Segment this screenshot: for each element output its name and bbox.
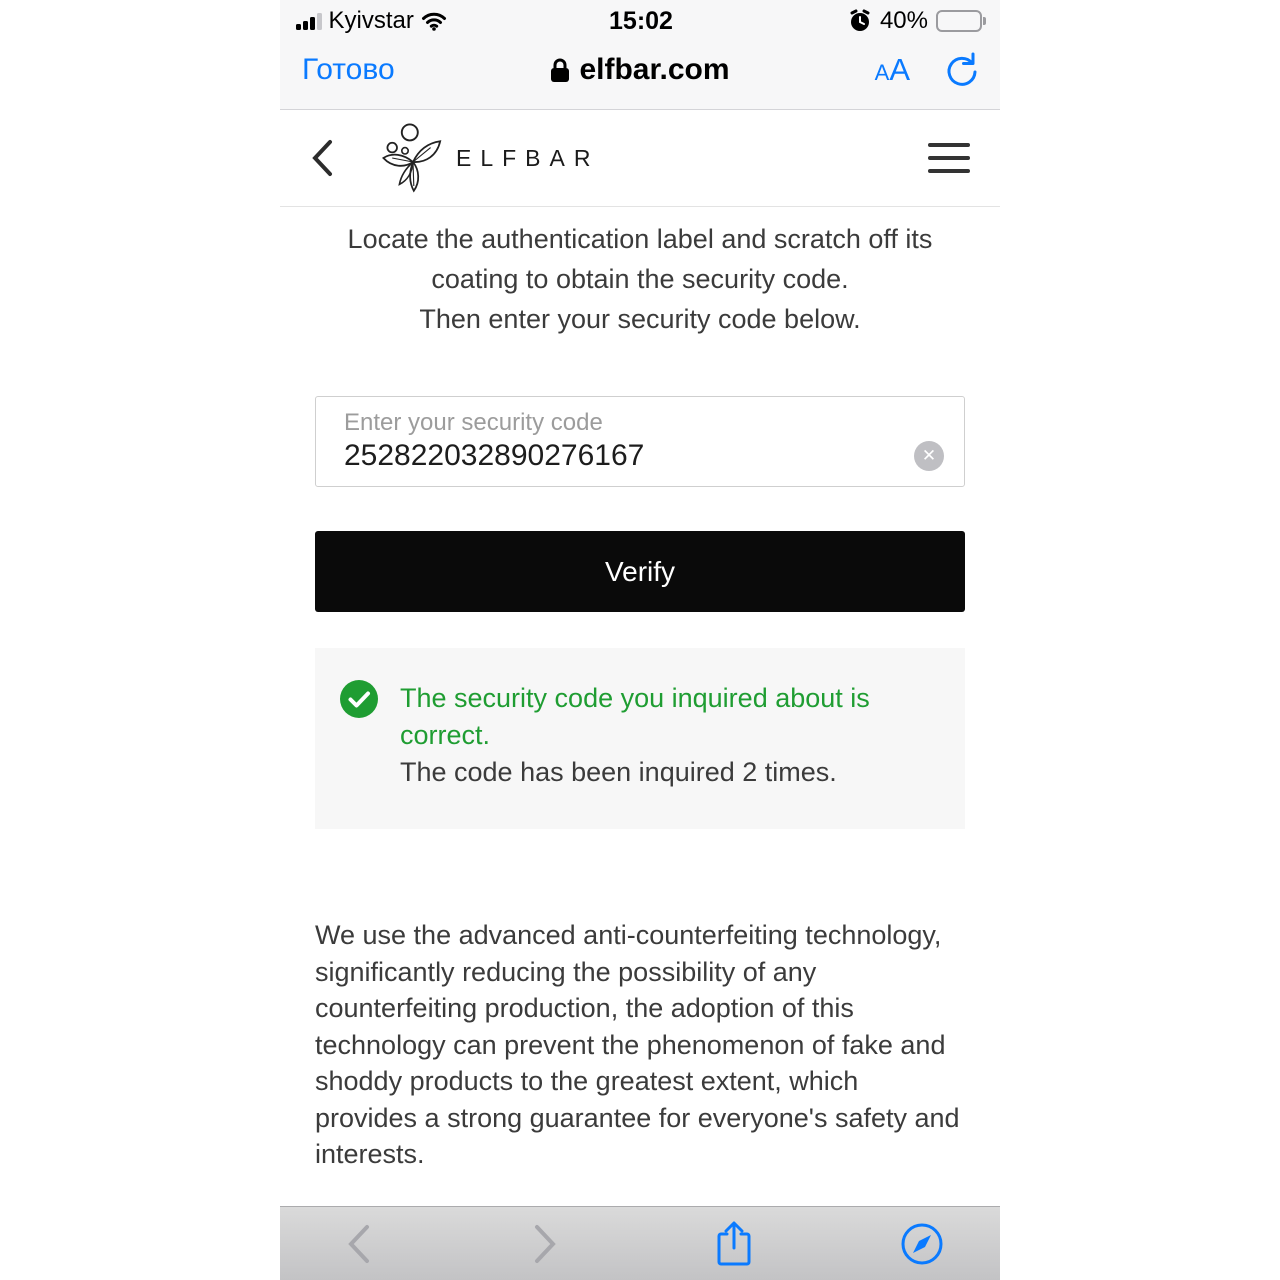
safari-compass-icon (900, 1222, 944, 1266)
url-text: elfbar.com (579, 52, 730, 86)
battery-icon (936, 10, 986, 32)
safari-url-bar (280, 38, 1000, 109)
brand-wordmark: ELFBAR (456, 144, 600, 171)
text-size-button[interactable]: AA (874, 51, 910, 87)
alarm-icon (848, 9, 872, 33)
page-content (280, 219, 1000, 1280)
elfbar-logo-icon (380, 122, 446, 194)
lock-icon (550, 57, 570, 83)
wifi-icon (421, 11, 447, 31)
menu-icon[interactable] (928, 143, 970, 173)
instructions-text (315, 219, 965, 339)
forward-chevron-icon (533, 1223, 559, 1265)
clock: 15:02 (609, 6, 673, 35)
share-icon (715, 1220, 753, 1268)
history-forward-button[interactable] (516, 1214, 576, 1274)
cell-signal-icon (296, 13, 322, 30)
result-count-text: The code has been inquired 2 times. (400, 757, 837, 787)
security-code-input[interactable] (344, 436, 874, 476)
status-bar (280, 0, 1000, 38)
reload-icon[interactable] (944, 52, 978, 88)
done-button[interactable]: Готово (302, 52, 395, 86)
open-in-safari-button[interactable] (892, 1214, 952, 1274)
verification-result (315, 648, 965, 829)
instructions-line2: Then enter your security code below. (419, 304, 861, 334)
result-success-text: The security code you inquired about is correct. (400, 683, 870, 750)
verify-button[interactable]: Verify (315, 531, 965, 612)
site-logo[interactable] (380, 122, 599, 194)
security-code-field[interactable] (315, 396, 965, 487)
safari-view (280, 0, 1000, 1280)
back-button[interactable] (310, 139, 380, 177)
safari-chrome (280, 0, 1000, 110)
address-field[interactable] (472, 53, 808, 87)
safari-bottom-toolbar (280, 1206, 1000, 1280)
site-header (280, 110, 1000, 207)
share-button[interactable] (704, 1214, 764, 1274)
history-back-button[interactable] (328, 1214, 388, 1274)
battery-percent: 40% (879, 7, 928, 34)
clear-input-icon[interactable]: ✕ (914, 441, 944, 471)
success-check-icon (340, 680, 378, 718)
chevron-left-icon (310, 139, 334, 177)
carrier-label: Kyivstar (328, 7, 414, 34)
technology-description: We use the advanced anti-counterfeiting technology, significantly reducing the possibility of any counterfeiting production, the adoption of this technology can prevent the phenomenon of fake and shoddy products to the greatest extent, which provides a strong guarantee for everyone's safety and interests. (315, 920, 960, 1169)
back-chevron-icon (345, 1223, 371, 1265)
instructions-line1: Locate the authentication label and scratch off its coating to obtain the security code. (347, 224, 933, 294)
security-code-label: Enter your security code (344, 409, 603, 436)
